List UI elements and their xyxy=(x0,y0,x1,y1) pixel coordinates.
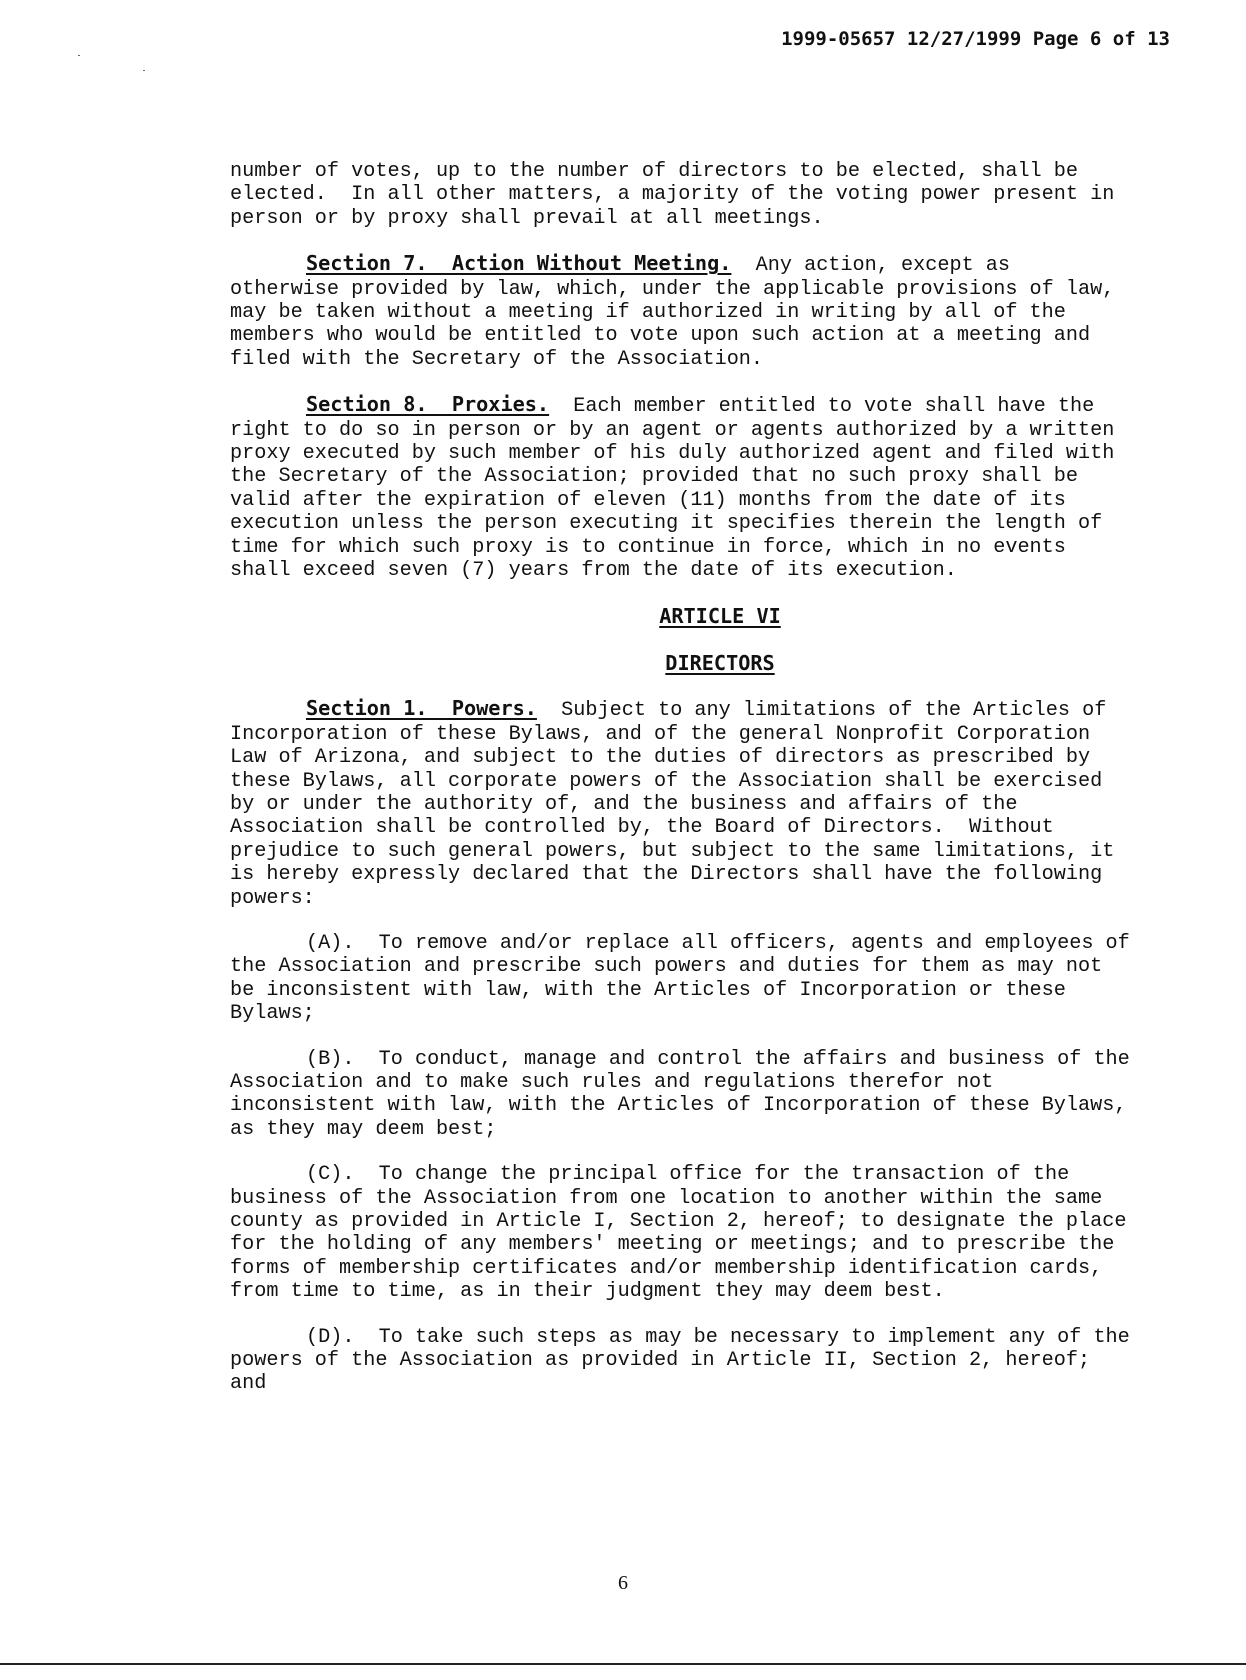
article-heading: ARTICLE VI xyxy=(659,603,781,628)
power-item-d-text: (D). To take such steps as may be necessary to implement any of the powers of the Association as provided in Article II, Section 2, hereof; and xyxy=(230,1325,1142,1396)
power-item-c-text: (C). To change the principal office for the transaction of the business of the Association from one location to another within the same county as provided in Article I, Section 2, hereof; to designate the place for the holding of any members' meeting or meetings; and to prescribe the forms of membership certificates and/or membership identification cards, from time to time, as in their judgment they may deem best. xyxy=(230,1163,1139,1304)
section-8-text: Each member entitled to vote shall have the right to do so in person or by an agent or agents authorized by a written proxy executed by such member of his duly authorized agent and filed with the Secretary of the Association; provided that no such proxy shall be valid after the expiration of eleven (11) months from the date of its execution unless the person executing it specifies therein the length of time for which such proxy is to continue in force, which in no events shall exceed seven (7) years from the date of its execution. xyxy=(230,395,1127,583)
scan-speck xyxy=(143,70,145,71)
section-7-text: Any action, except as otherwise provided by law, which, under the applicable provisions of law, may be taken without a meeting if authorized in writing by all of the members who would be entitled to vote upon such action at a meeting and filed with the Secretary of the Association. xyxy=(230,254,1127,371)
section-8-heading: Section 8. Proxies. xyxy=(306,392,550,417)
recording-stamp: 1999-05657 12/27/1999 Page 6 of 13 xyxy=(781,28,1170,50)
section-1-paragraph xyxy=(230,697,1130,910)
power-item-a xyxy=(230,931,1142,1026)
section-8-paragraph xyxy=(230,393,1130,582)
section-1-text: Subject to any limitations of the Articles of Incorporation of these Bylaws, and of the general Nonprofit Corporation Law of Arizona, and subject to the duties of directors as prescribed by these Bylaws, all corporate powers of the Association shall be exercised by or under the authority of, and the business and affairs of the Association shall be controlled by, the Board of Directors. Without prejudice to such general powers, but subject to the same limitations, it is hereby expressly declared that the Directors shall have the following powers: xyxy=(230,699,1127,910)
power-item-b-text: (B). To conduct, manage and control the affairs and business of the Association and to make such rules and regulations therefor not inconsistent with law, with the Articles of Incorporation of these Bylaws, as they may deem best; xyxy=(230,1047,1142,1141)
power-item-a-text: (A). To remove and/or replace all officers, agents and employees of the Association and prescribe such powers and duties for them as may not be inconsistent with law, with the Articles of Incorporation or these Bylaws; xyxy=(230,931,1142,1026)
directors-heading: DIRECTORS xyxy=(665,650,775,675)
document-body xyxy=(230,160,1142,1418)
power-item-c xyxy=(230,1163,1139,1304)
power-item-d xyxy=(230,1325,1142,1396)
scan-speck xyxy=(78,55,80,56)
power-item-b xyxy=(230,1047,1142,1142)
section-7-paragraph xyxy=(230,252,1130,371)
section-1-heading: Section 1. Powers. xyxy=(306,696,537,721)
page-number: 6 xyxy=(618,1572,628,1594)
section-7-heading: Section 7. Action Without Meeting. xyxy=(306,251,732,276)
scan-bottom-edge xyxy=(0,1663,1246,1665)
paragraph-continuation: number of votes, up to the number of directors to be elected, shall be elected. In all other matters, a majority of the voting power present in person or by proxy shall prevail at all meetings. xyxy=(230,160,1127,230)
